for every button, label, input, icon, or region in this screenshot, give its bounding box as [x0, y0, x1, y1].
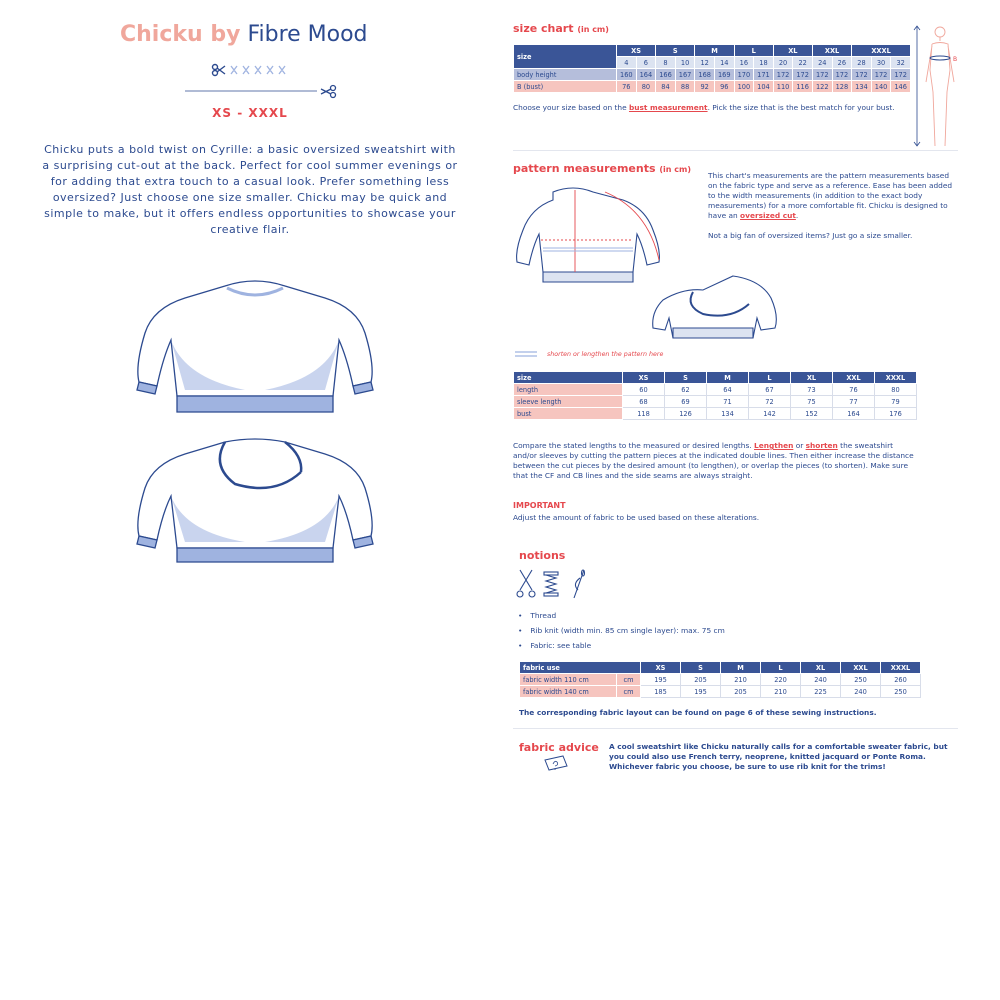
size-col-header: XS: [641, 662, 681, 674]
row-label: body height: [514, 69, 617, 81]
eu-size-cell: 30: [871, 57, 891, 69]
size-col-header: S: [681, 662, 721, 674]
eu-size-cell: 6: [636, 57, 656, 69]
notions-list: [518, 608, 725, 653]
row-label: length: [514, 384, 623, 396]
size-col-header: XL: [773, 45, 812, 57]
list-item: • Thread: [518, 608, 725, 623]
table-row: sleeve length 68 69 71 72 75 77 79: [514, 396, 917, 408]
legend-label: shorten or lengthen the pattern here: [547, 351, 664, 358]
size-header-cell: size: [514, 372, 623, 384]
pattern-description-tip: Not a big fan of oversized items? Just go a size smaller.: [708, 231, 913, 240]
eu-size-cell: 8: [656, 57, 676, 69]
alteration-note: Compare the stated lengths to the measured or desired lengths. Lengthen or shorten the sweatshirt and/or sleeves by cutting the pattern pieces at the indicated double lines. Then either increase the distance between the cut pieces by the desired amount (to lengthen), or overlap the pieces (to shorten). Make sure that the CF and CB lines and the side seams are always straight.: [513, 441, 914, 480]
eu-size-cell: 22: [793, 57, 813, 69]
unit-cell: cm: [617, 686, 641, 698]
size-col-header: L: [734, 45, 773, 57]
notions-title: notions: [519, 549, 566, 562]
size-col-header: XXXL: [881, 662, 921, 674]
pattern-measurement-illustration: [513, 180, 793, 340]
size-range: XS - XXXL: [212, 106, 288, 120]
size-chart-title: size chart (in cm): [513, 22, 609, 35]
pattern-measurements-table: [513, 371, 917, 420]
fabric-advice-title: fabric advice: [519, 741, 599, 754]
size-col-header: L: [761, 662, 801, 674]
row-label: sleeve length: [514, 396, 623, 408]
size-col-header: M: [707, 372, 749, 384]
important-text: Adjust the amount of fabric to be used based on these alterations.: [513, 513, 760, 522]
size-col-header: XL: [801, 662, 841, 674]
bust-measurement-link: bust measurement: [628, 103, 708, 112]
row-label: fabric width 140 cm: [520, 686, 617, 698]
brand-title: [120, 22, 390, 47]
shorten-lengthen-lines-icon: [513, 349, 543, 359]
size-col-header: XXL: [841, 662, 881, 674]
oversized-cut-link: oversized cut: [740, 211, 796, 220]
brand-logo-text: Fibre Mood: [247, 22, 368, 47]
size-col-header: XL: [791, 372, 833, 384]
size-col-header: L: [749, 372, 791, 384]
thread-spool-icon: [544, 572, 558, 596]
size-col-header: XS: [623, 372, 665, 384]
sweatshirt-front-illustration: [125, 278, 385, 416]
fabric-use-header: fabric use: [520, 662, 641, 674]
eu-size-cell: 20: [773, 57, 793, 69]
lengthen-link: Lengthen: [754, 441, 794, 450]
eu-size-cell: 18: [754, 57, 774, 69]
pattern-measurements-title: pattern measurements (in cm): [513, 162, 691, 175]
size-col-header: XXXL: [875, 372, 917, 384]
size-col-header: XXXL: [852, 45, 911, 57]
notions-icons: [516, 568, 590, 600]
fabric-swatch-icon: [541, 752, 571, 774]
size-header-cell: size: [514, 45, 617, 69]
size-chart-table: [513, 44, 911, 93]
table-row: fabric width 140 cm cm 185 195 205 210 225 240 250: [520, 686, 921, 698]
unit-cell: cm: [617, 674, 641, 686]
bust-figure-label: B: [953, 56, 958, 63]
row-label: bust: [514, 408, 623, 420]
size-col-header: S: [665, 372, 707, 384]
list-item: • Rib knit (width min. 85 cm single layer): max. 75 cm: [518, 623, 725, 638]
eu-size-cell: 4: [617, 57, 637, 69]
eu-size-cell: 28: [852, 57, 872, 69]
row-label: fabric width 110 cm: [520, 674, 617, 686]
eu-size-cell: 16: [734, 57, 754, 69]
size-col-header: XS: [617, 45, 656, 57]
needle-icon: [574, 570, 585, 598]
eu-size-cell: 12: [695, 57, 715, 69]
pattern-description: This chart's measurements are the pattern measurements based on the fabric type and serve as a reference. Ease has been added to the width measurements (in addition to the exact body measurements) for a more comfortable fit. Chicku is designed to have an oversized cut. Not a big fan of oversized items? Just go a size smaller.: [708, 171, 953, 240]
table-row: fabric width 110 cm cm 195 205 210 220 240 250 260: [520, 674, 921, 686]
size-col-header: M: [695, 45, 734, 57]
scissors-icon: [517, 570, 535, 597]
intro-text: Chicku puts a bold twist on Cyrille: a basic oversized sweatshirt with a surprising cut-out at the back. Perfect for cool summer evenings or for adding that extra touch to a casual look. Prefer something less oversized? Just choose one size smaller. Chicku may be quick and simple to make, but it offers endless opportunities to showcase your creative flair.: [42, 143, 458, 236]
shorten-link: shorten: [805, 441, 838, 450]
size-col-header: XXL: [812, 45, 851, 57]
table-row: length 60 62 64 67 73 76 80: [514, 384, 917, 396]
eu-size-cell: 26: [832, 57, 852, 69]
size-col-header: XXL: [833, 372, 875, 384]
eu-size-cell: 32: [891, 57, 911, 69]
eu-size-cell: 10: [675, 57, 695, 69]
body-figure-illustration: [912, 22, 962, 152]
table-row: body height 160 164 166 167 168 169 170 171 172 172 172 172 172 172 172: [514, 69, 911, 81]
list-item: • Fabric: see table: [518, 638, 725, 653]
sweatshirt-back-illustration: [125, 436, 385, 566]
size-col-header: S: [656, 45, 695, 57]
pattern-unit: (in cm): [659, 165, 691, 174]
fabric-layout-note: The corresponding fabric layout can be found on page 6 of these sewing instructions.: [519, 708, 877, 717]
eu-size-cell: 14: [714, 57, 734, 69]
table-row: B (bust) 76 80 84 88 92 96 100 104 110 116 122 128 134 140 146: [514, 81, 911, 93]
important-title: IMPORTANT: [513, 501, 566, 510]
scissors-divider-icon: [185, 58, 345, 102]
table-row: bust 118 126 134 142 152 164 176: [514, 408, 917, 420]
size-chart-unit: (in cm): [577, 25, 609, 34]
fabric-advice-text: A cool sweatshirt like Chicku naturally calls for a comfortable sweater fabric, but you could also use French terry, neoprene, knitted jacquard or Ponte Roma. Whichever fabric you choose, be sure to use rib knit for the trims!: [609, 742, 948, 771]
row-label: B (bust): [514, 81, 617, 93]
brand-pattern-name: Chicku by: [120, 22, 241, 47]
size-chart-note: Choose your size based on the bust measurement. Pick the size that is the best match for your bust.: [513, 103, 895, 112]
size-col-header: M: [721, 662, 761, 674]
fabric-use-table: [519, 661, 921, 698]
eu-size-cell: 24: [812, 57, 832, 69]
